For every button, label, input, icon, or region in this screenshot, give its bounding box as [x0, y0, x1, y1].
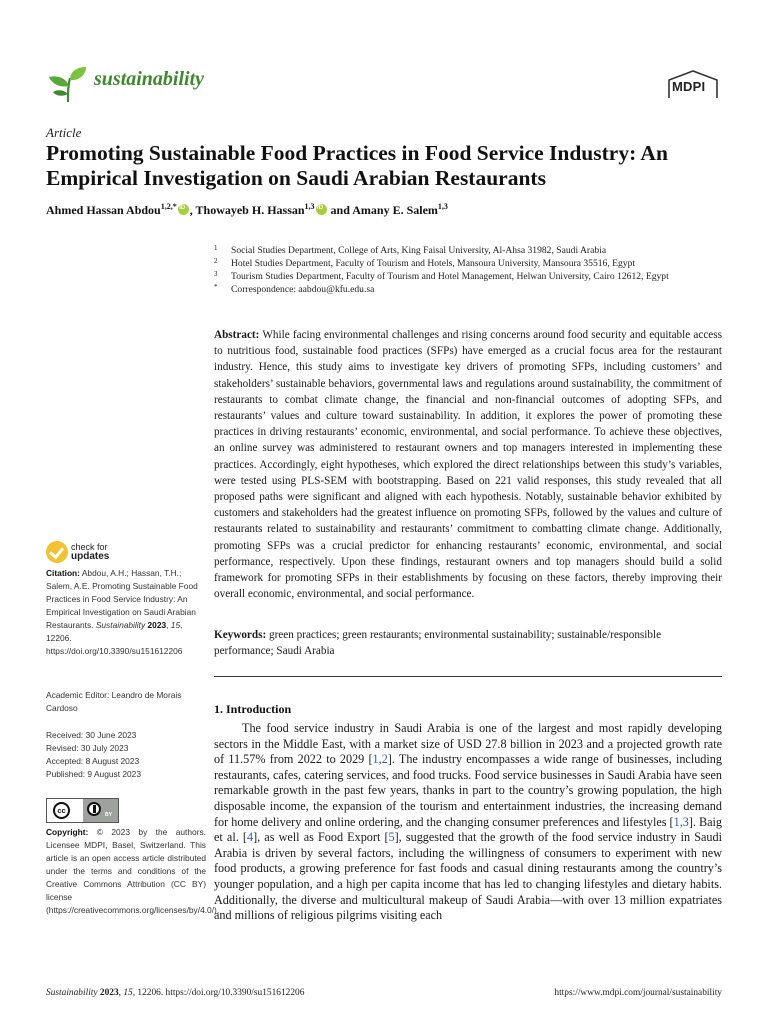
citation-link[interactable]: 4 [246, 830, 254, 845]
journal-name: sustainability [94, 68, 205, 90]
check-updates-label [71, 542, 109, 562]
cc-by-label: BY [105, 812, 112, 818]
author-list [46, 203, 448, 218]
date-accepted: Accepted: 8 August 2023 [46, 756, 140, 766]
citation-link[interactable]: 1,3 [673, 814, 689, 829]
check-updates-line1: check for [71, 542, 108, 552]
cc-by-license-icon[interactable] [46, 798, 119, 823]
affiliation-number: * [214, 283, 218, 291]
orcid-icon[interactable] [178, 204, 189, 215]
author-name: Ahmed Hassan Abdou [46, 203, 161, 217]
citation-volume: 15 [170, 620, 181, 630]
affiliation-text: Tourism Studies Department, Faculty of Tourism and Hotel Management, Helwan University, Cairo 12612, Egypt [231, 271, 669, 282]
copyright-label: Copyright: [46, 827, 89, 837]
author-affiliation-marker: 1,2,* [160, 202, 177, 211]
date-revised: Revised: 30 July 2023 [46, 743, 129, 753]
author-name: Amany E. Salem [352, 203, 438, 217]
publisher-name: MDPI [672, 79, 706, 94]
footer-citation: Sustainability 2023, 15, 12206. https://doi.org/10.3390/su151612206 [46, 988, 305, 998]
author-separator: , [189, 203, 196, 217]
copyright-text: © 2023 by the authors. Licensee MDPI, Basel, Switzerland. This article is an open access article distributed under the terms and conditions of the Creative Commons Attribution (CC BY) license (https://creativecommons.org/licenses/by/4.0/). [46, 827, 220, 915]
citation-label: Citation: [46, 568, 80, 578]
keywords-text: green practices; green restaurants; environmental sustainability; sustainable/responsible performance; Saudi Arabia [214, 629, 662, 657]
affiliation-item [214, 283, 734, 296]
intro-text: ]. The industry encompasses a wide range of businesses, including restaurants, cafes, catering services, and food trucks. Food service businesses in Saudi Arabia have seen remarkable growth in the past few years, thanks in part to the country’s growing population, the high disposable income, the expansion of the tourism and entertainment industries, the increasing demand for home delivery and online ordering, and the changing consumer preferences and lifestyles [ [214, 752, 722, 829]
affiliation-text: Social Studies Department, College of Arts, King Faisal University, Al-Ahsa 31982, Saudi Arabia [231, 245, 607, 256]
date-published: Published: 9 August 2023 [46, 769, 141, 779]
intro-text: The food service industry in Saudi Arabia is one of the largest and most rapidly developing sectors in the Middle East, with a market size of USD 27.8 billion in 2023 and a projected growth rate of 11.57% from 2022 to 2029 [ [214, 721, 722, 767]
affiliation-item [214, 270, 734, 283]
abstract-text: While facing environmental challenges and rising concerns around food security and equitable access to nutritious food, sustainable food practices (SFPs) have emerged as a crucial focus area for the restaurant industry. Hence, this study aims to investigate key drivers of promoting SFPs, including customers’ and stakeholders’ sustainable behaviors, governmental laws and regulations around sustainability, the commitment of restaurants to combat climate change, the financial and non-financial outcomes of adopting SFPs, and restaurants’ values and culture toward sustainability. In addition, it explores the power of promoting these practices in driving restaurants’ economic, environmental, and social performance. To achieve these objectives, an online survey was administered to restaurant owners and top managers interested in implementing these practices. Accordingly, eight hypotheses, which explored the direct relationships between this study’s variables, were tested using PLS-SEM with bootstrapping. Based on 221 valid responses, this study revealed that all proposed paths were significant and aligned with each hypothesis. Notably, sustainable behavior exhibited by customers and stakeholders had the greatest influence on promoting SFPs, followed by the values and culture of restaurants related to sustainability and restaurants’ commitment to combatting climate change. Additionally, promoting SFPs was a crucial predictor for enhancing restaurants’ economic, environmental, and social performance, respectively. Upon these findings, restaurant owners and top managers should build a solid framework for promoting SFPs in their establishments by focusing on these factors, thereby improving their overall economic, environmental, and social performance. [214, 329, 722, 601]
copyright-notice [46, 826, 220, 917]
affiliation-number: 2 [214, 257, 218, 265]
keywords [214, 627, 722, 659]
citation-link[interactable]: 1,2 [372, 752, 388, 767]
affiliation-item [214, 257, 734, 270]
academic-editor: Academic Editor: Leandro de Morais Cardoso [46, 690, 182, 713]
affiliations [214, 244, 734, 296]
intro-text: ], as well as Food Export [ [253, 830, 389, 845]
abstract-label: Abstract: [214, 329, 260, 341]
footer-journal-url[interactable]: https://www.mdpi.com/journal/sustainability [554, 988, 722, 998]
section-heading-introduction: 1. Introduction [214, 702, 292, 716]
creative-commons-icon: cc [53, 802, 70, 819]
citation-text: Abdou, A.H.; Hassan, T.H.; Salem, A.E. Promoting Sustainable Food Practices in Food Service Industry: An Empirical Investigation on Saudi Arabian Restaurants. [46, 568, 198, 630]
citation-block: Citation: Abdou, A.H.; Hassan, T.H.; Salem, A.E. Promoting Sustainable Food Practices in Food Service Industry: An Empirical Investigation on Saudi Arabian Restaurants. Sustainability 2023, 15, 12206. https://doi.org/10.3390/su151612206 [46, 568, 198, 656]
cc-badge-left [47, 799, 83, 822]
section-divider [214, 676, 722, 677]
sustainability-leaf-logo-icon [46, 64, 90, 104]
intro-text: ], suggested that the growth of the food service industry in Saudi Arabia is driven by several factors, including the willingness of consumers to experiment with new food products, a growing preference for fast foods and casual dining restaurants among the country’s younger population, and a high per capita income that has led to changing lifestyles and dietary habits. Additionally, the diverse and multicultural makeup of Saudi Arabia—with over 13 million expatriates and millions of religious pilgrims visiting each [214, 830, 722, 923]
check-for-updates-button[interactable] [46, 541, 126, 563]
citation-year: 2023 [147, 620, 167, 630]
author-name: Thowayeb H. Hassan [195, 203, 305, 217]
affiliation-item [214, 244, 734, 257]
author-affiliation-marker: 1,3 [437, 202, 448, 211]
orcid-icon[interactable] [316, 204, 327, 215]
footer-journal: Sustainability [46, 988, 98, 998]
affiliation-text: Hotel Studies Department, Faculty of Tourism and Hotels, Mansoura University, Mansoura 35516, Egypt [231, 258, 636, 269]
author-separator: and [327, 203, 353, 217]
citation-doi[interactable]: , 12206. https://doi.org/10.3390/su151612206 [46, 620, 183, 656]
author-affiliation-marker: 1,3 [304, 202, 315, 211]
footer-year: 2023 [99, 988, 119, 998]
affiliation-number: 1 [214, 244, 218, 252]
keywords-label: Keywords: [214, 629, 267, 641]
publication-dates [46, 729, 206, 781]
date-received: Received: 30 June 2023 [46, 730, 137, 740]
footer-volume: 15 [123, 988, 133, 998]
checkmark-icon [46, 541, 68, 563]
intro-text: ]. Baig et al. [ [214, 814, 722, 845]
introduction-paragraph [214, 721, 722, 924]
affiliation-text: Correspondence: aabdou@kfu.edu.sa [231, 284, 375, 295]
attribution-person-icon [87, 802, 101, 816]
affiliation-number: 3 [214, 270, 218, 278]
check-updates-line2: updates [71, 551, 110, 562]
citation-link[interactable]: 5 [388, 830, 395, 845]
abstract [214, 327, 722, 602]
citation-journal: Sustainability [95, 620, 146, 630]
article-type: Article [46, 125, 82, 140]
footer-doi[interactable]: , 12206. https://doi.org/10.3390/su151612206 [132, 988, 305, 998]
article-title: Promoting Sustainable Food Practices in Food Service Industry: An Empirical Investigation on Saudi Arabian Restaurants [46, 141, 668, 190]
